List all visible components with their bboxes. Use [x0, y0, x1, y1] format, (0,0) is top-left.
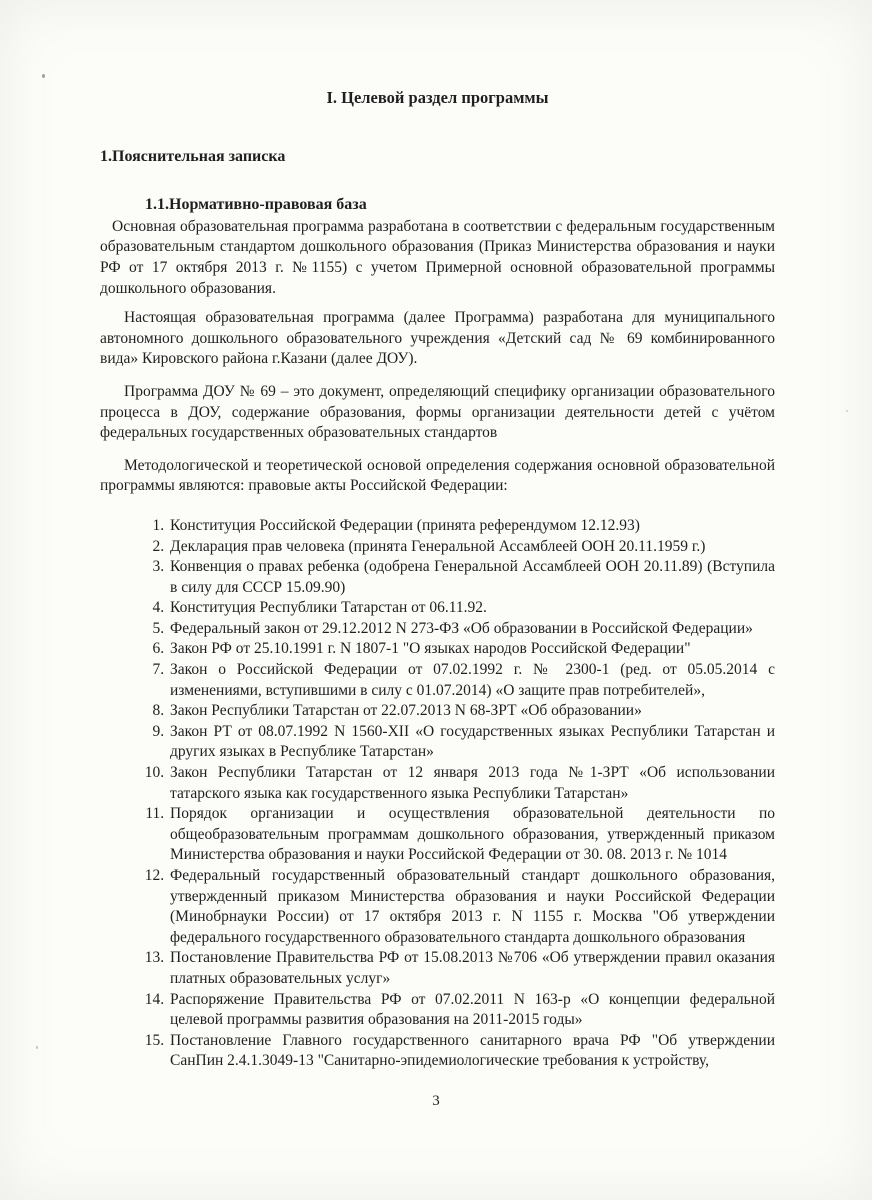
subsection-heading: 1.1.Нормативно-правовая база: [145, 196, 367, 214]
paragraph-normative-base: Основная образовательная программа разработана в соответствии с федеральным государственным образовательным стандартом дошкольного образования (Приказ Министерства образования и науки РФ от 17 октября 2013 г. №1155) с учетом Примерной основной образовательной программы дошкольного образования.: [100, 217, 775, 297]
scan-speck: [42, 74, 45, 78]
list-item: 1. Конституция Российской Федерации (принята референдумом 12.12.93): [168, 516, 775, 537]
list-item: 15. Постановление Главного государственного санитарного врача РФ "Об утверждении СанПин 2.4.1.3049-13 "Санитарно-эпидемиологические требования к устройству,: [168, 1031, 775, 1072]
list-item: 14. Распоряжение Правительства РФ от 07.02.2011 N 163-р «О концепции федеральной целевой программы развития образования на 2011-2015 годы»: [168, 990, 775, 1031]
list-item: 13. Постановление Правительства РФ от 15.08.2013 №706 «Об утверждении правил оказания платных образовательных услуг»: [168, 948, 775, 989]
paragraph-methodological: Методологической и теоретической основой определения содержания основной образовательной программы являются: правовые акты Российской Федерации:: [100, 456, 775, 495]
list-item: 10. Закон Республики Татарстан от 12 января 2013 года №1-ЗРТ «Об использовании татарского языка как государственного языка Республики Татарстан»: [168, 763, 775, 804]
paragraph-program-dou: Программа ДОУ № 69 – это документ, определяющий специфику организации образовательного процесса в ДОУ, содержание образования, формы организации деятельности детей с учётом федеральных государственных образовательных стандартов: [100, 382, 775, 442]
list-item: 4. Конституция Республики Татарстан от 06.11.92.: [168, 598, 775, 619]
list-item: 6. Закон РФ от 25.10.1991 г. N 1807-1 "О языках народов Российской Федерации": [168, 639, 775, 660]
list-item: 8. Закон Республики Татарстан от 22.07.2013 N 68-ЗРТ «Об образовании»: [168, 701, 775, 722]
section-heading: 1.Пояснительная записка: [100, 147, 286, 165]
list-item: 7. Закон о Российской Федерации от 07.02.1992 г. № 2300-1 (ред. от 05.05.2014 с изменениями, вступившими в силу с 01.07.2014) «О защите прав потребителей»,: [168, 660, 775, 701]
list-item: 9. Закон РТ от 08.07.1992 N 1560-XII «О государственных языках Республики Татарстан и других языках в Республике Татарстан»: [168, 722, 775, 763]
paragraph-program-developed: Настоящая образовательная программа (далее Программа) разработана для муниципального автономного дошкольного образовательного учреждения «Детский сад № 69 комбинированного вида» Кировского района г.Казани (далее ДОУ).: [100, 309, 775, 368]
list-item: 12. Федеральный государственный образовательный стандарт дошкольного образования, утвержденный приказом Министерства образования и науки Российской Федерации (Минобрнауки России) от 17 октября 2013 г. N 1155 г. Москва "Об утверждении федерального государственного образовательного стандарта дошкольного образования: [168, 866, 775, 948]
list-item: 5. Федеральный закон от 29.12.2012 N 273-ФЗ «Об образовании в Российской Федерации»: [168, 619, 775, 640]
list-item: 11. Порядок организации и осуществления образовательной деятельности по общеобразовательным программам дошкольного образования, утвержденный приказом Министерства образования и науки Российской Федерации от 30. 08. 2013 г. № 1014: [168, 804, 775, 866]
list-item: 2. Декларация прав человека (принята Генеральной Ассамблеей ООН 20.11.1959 г.): [168, 537, 775, 558]
legal-acts-list: [100, 516, 775, 1072]
scan-speck: [36, 1046, 38, 1049]
document-title: I. Целевой раздел программы: [326, 88, 549, 107]
page-number: 3: [432, 1093, 440, 1109]
scan-speck: [846, 410, 848, 412]
list-item: 3. Конвенция о правах ребенка (одобрена Генеральной Ассамблеей ООН 20.11.89) (Вступила в силу для СССР 15.09.90): [168, 557, 775, 598]
